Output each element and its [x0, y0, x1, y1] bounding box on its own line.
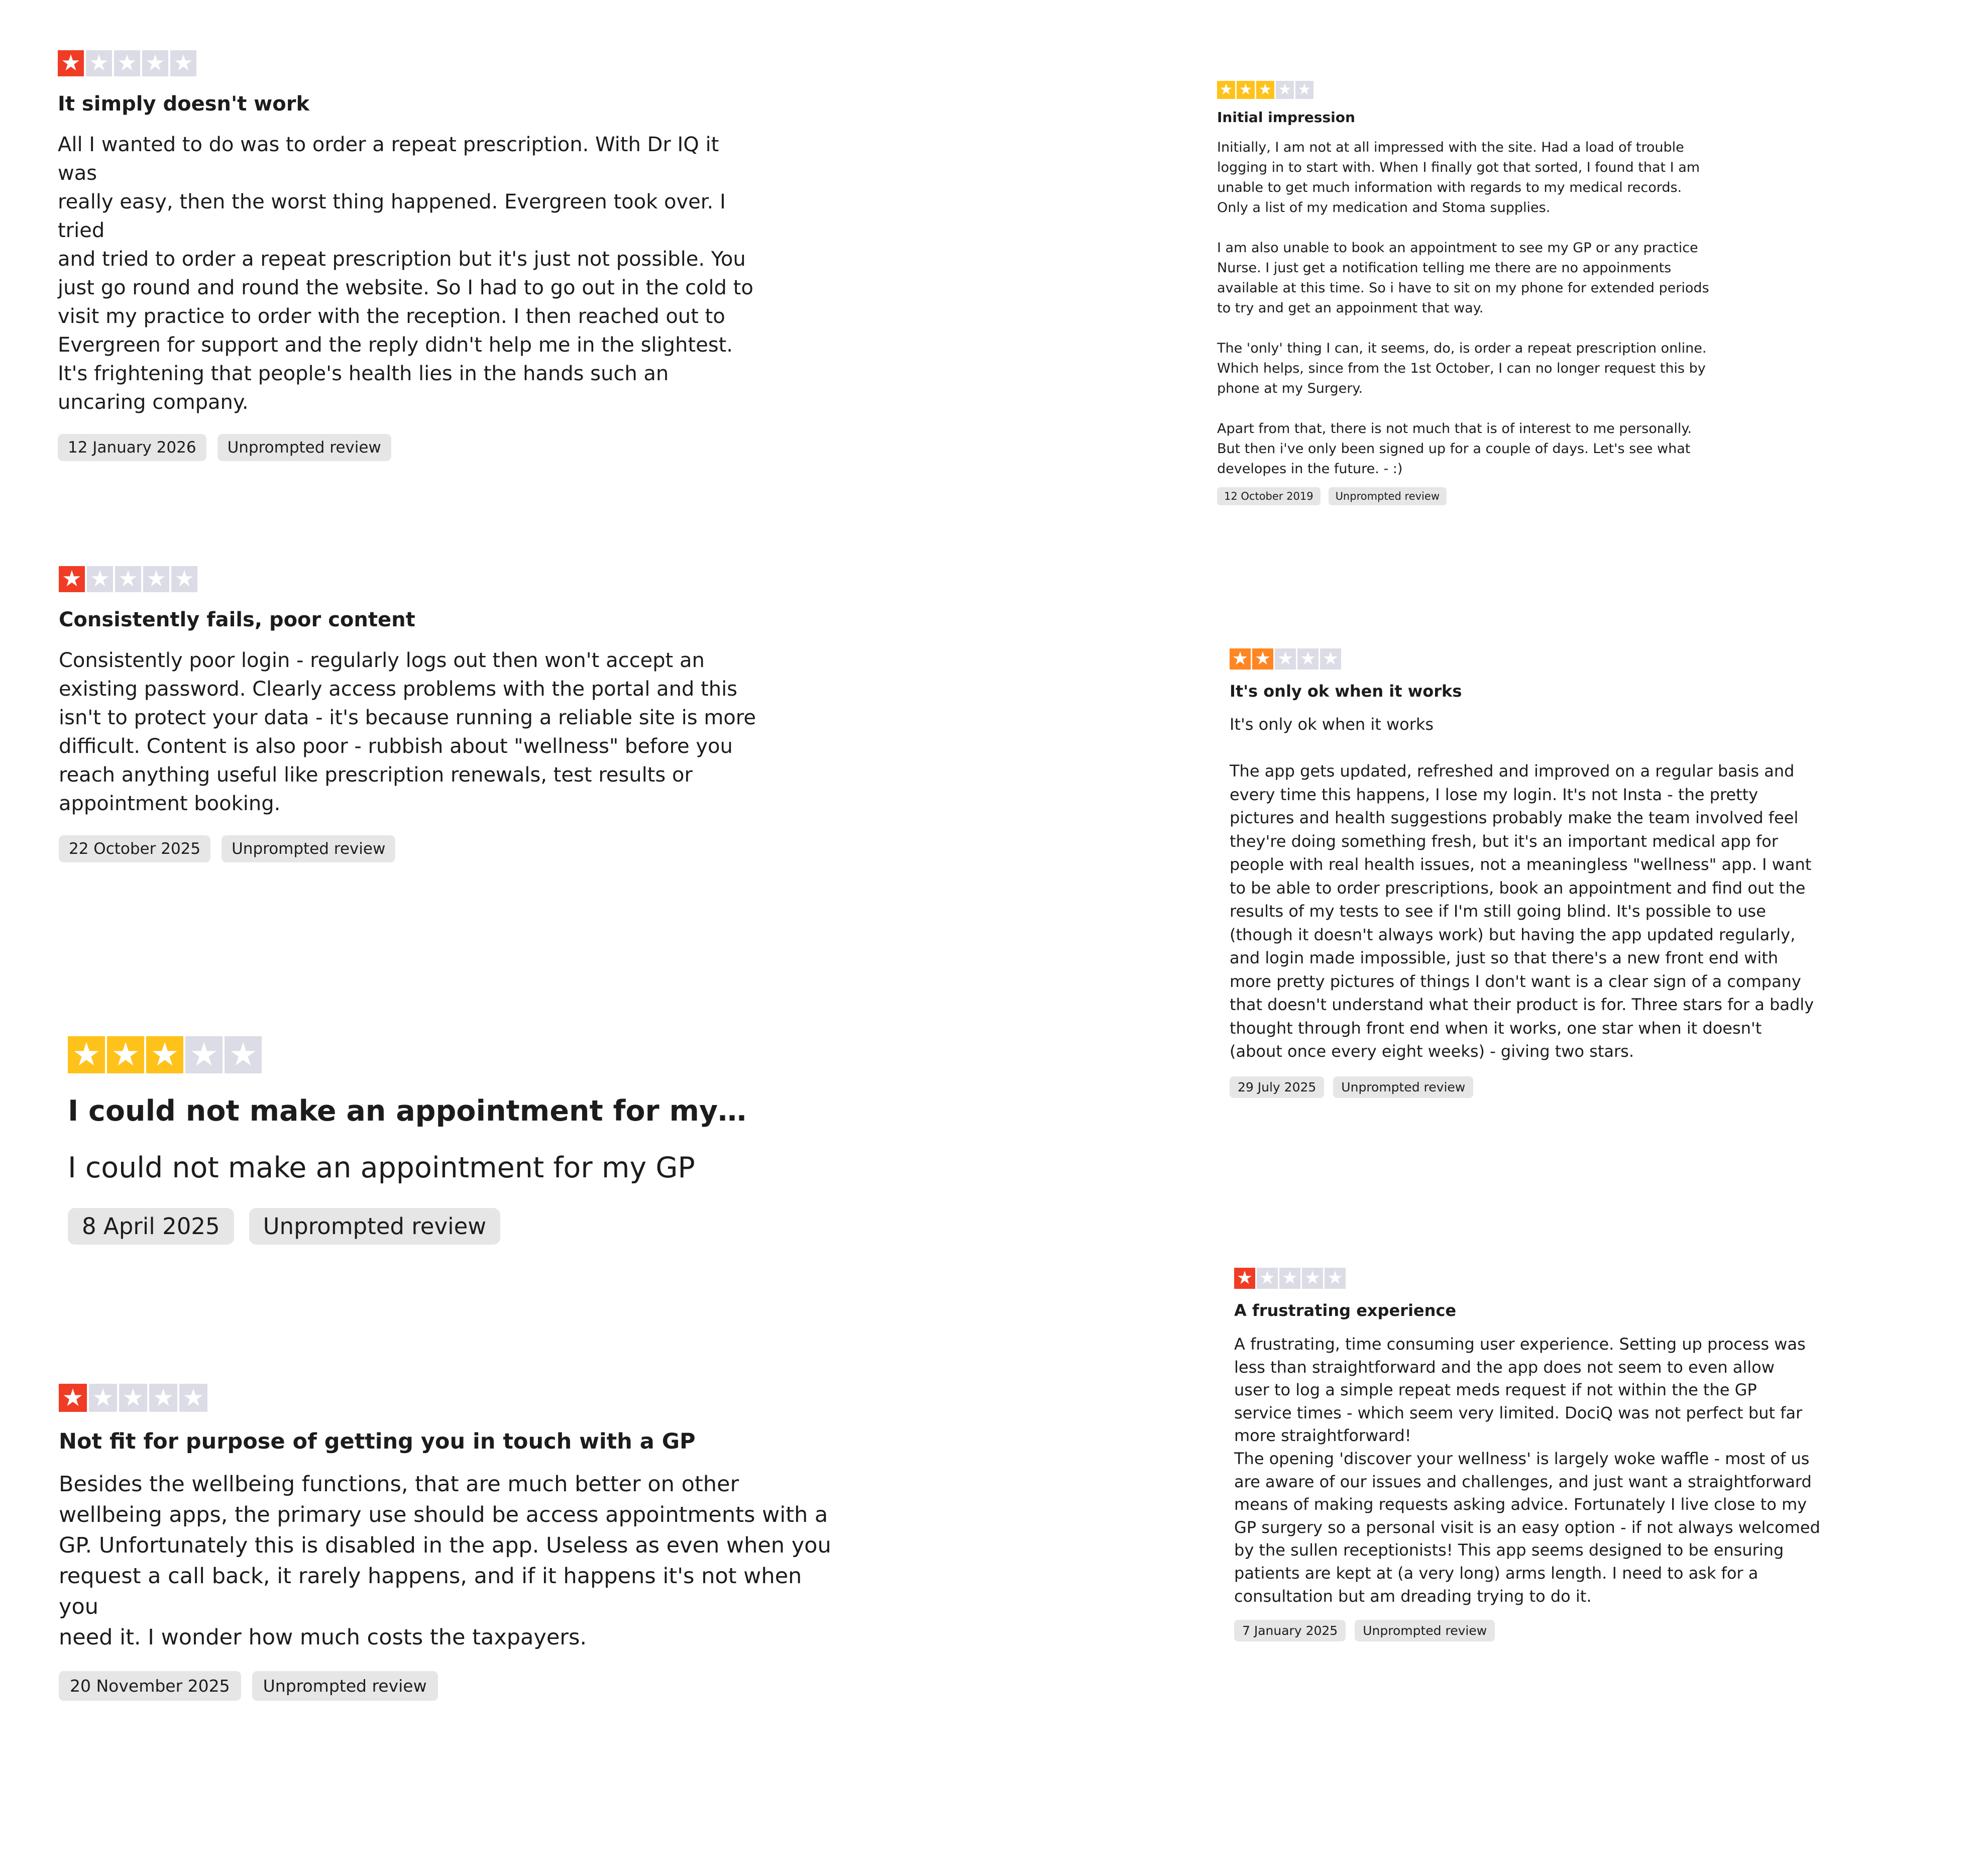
- star-icon: ★: [1295, 81, 1313, 99]
- review-body: I could not make an appointment for my GP: [68, 1151, 695, 1184]
- star-icon: ★: [146, 1036, 183, 1073]
- review-card: [1217, 81, 1719, 505]
- review-card: [59, 566, 762, 862]
- review-date-badge: 29 July 2025: [1230, 1076, 1324, 1098]
- review-body: Initially, I am not at all impressed with the site. Had a load of trouble logging in to start with. When I finally got that sorted, I found that I am unable to get much information with regards to my medical records. Only a list of my medication and Stoma supplies. I am also unable to book an appointment to see my GP or any practice Nurse. I just get a notification telling me there are no appoinments available at this time. So i have to sit on my phone for extended periods to try and get an appoinment that way. The 'only' thing I can, it seems, do, is order a repeat prescription online. Which helps, since from the 1st October, I can no longer request this by phone at my Surgery. Apart from that, there is not much that is of interest to me personally. But then i've only been signed up for a couple of days. Let's see what developes in the future. - :): [1217, 140, 1709, 477]
- star-icon: ★: [142, 50, 168, 76]
- star-icon: ★: [225, 1036, 262, 1073]
- review-body: A frustrating, time consuming user experience. Setting up process was less than straightforward and the app does not seem to even allow user to log a simple repeat meds request if not within the the GP service times - which seem very limited. DociQ was not perfect but far more straightforward! The opening 'discover your wellness' is largely woke waffle - most of us are aware of our issues and challenges, and just want a straightforward means of making requests asking advice. Fortunately I live close to my GP surgery so a personal visit is an easy option - if not always welcomed by the sullen receptionists! This app seems designed to be ensuring patients are kept at (a very long) arms length. I need to ask for a consultation but am dreading trying to do it.: [1234, 1335, 1820, 1606]
- star-rating: [59, 566, 762, 592]
- star-icon: ★: [1275, 648, 1296, 670]
- review-date-badge: 7 January 2025: [1234, 1620, 1346, 1641]
- star-icon: ★: [1217, 81, 1235, 99]
- star-icon: ★: [89, 1384, 117, 1412]
- star-icon: ★: [185, 1036, 223, 1073]
- star-icon: ★: [143, 566, 169, 592]
- star-icon: ★: [149, 1384, 177, 1412]
- star-rating: [1217, 81, 1719, 99]
- unprompted-review-badge: Unprompted review: [252, 1671, 438, 1701]
- review-date-badge: 22 October 2025: [59, 835, 210, 862]
- star-rating: [1230, 648, 1832, 670]
- review-title[interactable]: Not fit for purpose of getting you in touch with a GP: [59, 1429, 696, 1454]
- star-rating: [1234, 1268, 1837, 1289]
- review-title[interactable]: Initial impression: [1217, 109, 1355, 126]
- unprompted-review-badge: Unprompted review: [222, 835, 395, 862]
- review-body: Besides the wellbeing functions, that are much better on other wellbeing apps, the primary use should be access appointments with a GP. Unfortunately this is disabled in the app. Useless as even when you request a call back, it rarely happens, and if it happens it's not when you need it. I wonder how much costs the taxpayers.: [59, 1472, 831, 1650]
- review-body: All I wanted to do was to order a repeat prescription. With Dr IQ it was really easy, then the worst thing happened. Evergreen took over. I tried and tried to order a repeat prescription but it's just not possible. You just go round and round the website. So I had to go out in the cold to visit my practice to order with the reception. I then reached out to Evergreen for support and the reply didn't help me in the slightest. It's frightening that people's health lies in the hands such an uncaring company.: [58, 133, 753, 414]
- star-icon: ★: [1237, 81, 1255, 99]
- star-icon: ★: [1302, 1268, 1323, 1289]
- star-icon: ★: [1257, 1268, 1278, 1289]
- review-date-badge: 8 April 2025: [68, 1208, 234, 1245]
- star-icon: ★: [1276, 81, 1294, 99]
- star-icon: ★: [87, 566, 113, 592]
- review-body: It's only ok when it works The app gets updated, refreshed and improved on a regular basis and every time this happens, I lose my login. It's not Insta - the pretty pictures and health suggestions probably make the team involved feel they're doing something fresh, but it's an important medical app for people with real health issues, not a meaningless "wellness" app. I want to be able to order prescriptions, book an appointment and find out the results of my tests to see if I'm still going blind. It's possible to use (though it doesn't always work) but having the app updated regularly, and login made impossible, just so that there's a new front end with more pretty pictures of things I don't want is a clear sign of a company that doesn't understand what their product is for. Three stars for a badly thought through front end when it works, one star when it doesn't (about once every eight weeks) - giving two stars.: [1230, 715, 1814, 1061]
- review-title[interactable]: It simply doesn't work: [58, 92, 310, 116]
- star-icon: ★: [170, 50, 196, 76]
- review-card: [1230, 648, 1832, 1098]
- star-icon: ★: [68, 1036, 105, 1073]
- star-rating: [59, 1384, 837, 1412]
- review-date-badge: 20 November 2025: [59, 1671, 241, 1701]
- star-icon: ★: [107, 1036, 144, 1073]
- star-icon: ★: [1234, 1268, 1255, 1289]
- review-title[interactable]: I could not make an appointment for my…: [68, 1094, 746, 1128]
- star-icon: ★: [1256, 81, 1274, 99]
- star-icon: ★: [1297, 648, 1319, 670]
- star-icon: ★: [1230, 648, 1251, 670]
- star-icon: ★: [1252, 648, 1273, 670]
- star-icon: ★: [114, 50, 140, 76]
- review-card: [58, 50, 761, 461]
- unprompted-review-badge: Unprompted review: [1333, 1076, 1473, 1098]
- star-icon: ★: [58, 50, 84, 76]
- review-body: Consistently poor login - regularly logs out then won't accept an existing password. Clearly access problems with the portal and this isn't to protect your data - it's because running a reliable site is more difficult. Content is also poor - rubbish about "wellness" before you reach anything useful like prescription renewals, test results or appointment booking.: [59, 649, 756, 815]
- star-icon: ★: [1325, 1268, 1346, 1289]
- review-title[interactable]: Consistently fails, poor content: [59, 608, 415, 631]
- star-icon: ★: [179, 1384, 207, 1412]
- review-title[interactable]: It's only ok when it works: [1230, 682, 1462, 701]
- star-rating: [58, 50, 761, 76]
- review-date-badge: 12 January 2026: [58, 434, 206, 461]
- star-icon: ★: [1320, 648, 1341, 670]
- review-date-badge: 12 October 2019: [1217, 487, 1321, 505]
- review-card: [1234, 1268, 1837, 1641]
- review-title[interactable]: A frustrating experience: [1234, 1301, 1457, 1320]
- star-icon: ★: [86, 50, 112, 76]
- unprompted-review-badge: Unprompted review: [249, 1208, 501, 1245]
- star-icon: ★: [59, 1384, 87, 1412]
- star-icon: ★: [1279, 1268, 1300, 1289]
- star-icon: ★: [119, 1384, 147, 1412]
- star-icon: ★: [59, 566, 85, 592]
- star-rating: [68, 1036, 821, 1073]
- unprompted-review-badge: Unprompted review: [1355, 1620, 1495, 1641]
- star-icon: ★: [171, 566, 197, 592]
- review-card: [59, 1384, 837, 1701]
- review-card: [68, 1036, 821, 1245]
- unprompted-review-badge: Unprompted review: [217, 434, 391, 461]
- star-icon: ★: [115, 566, 141, 592]
- unprompted-review-badge: Unprompted review: [1329, 487, 1447, 505]
